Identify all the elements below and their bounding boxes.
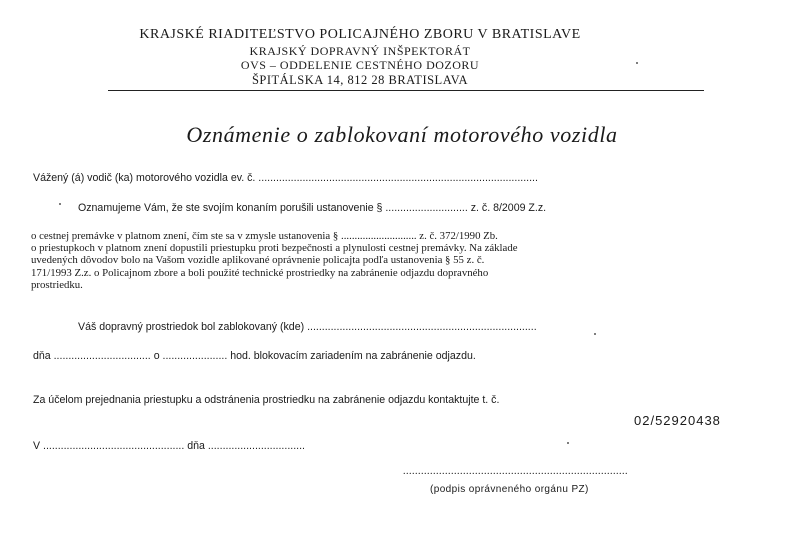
contact-line: Za účelom prejednania priestupku a odstránenia prostriedku na zabránenie odjazdu kontaktujte t. č. [33,394,500,406]
header-address: ŠPITÁLSKA 14, 812 28 BRATISLAVA [251,73,469,87]
paragraph-line: prostriedku. [31,278,83,291]
violation-line: Oznamujeme Vám, že ste svojím konaním porušili ustanovenie § ............................ z. č. 8/2009 Z.z. [78,202,547,214]
document-title: Oznámenie o zablokovaní motorového vozidla [186,122,618,147]
legal-paragraph [31,230,701,291]
scan-speck [567,442,569,444]
scan-speck [636,62,638,64]
contact-phone-number: 02/52920438 [634,413,721,428]
location-line: Váš dopravný prostriedok bol zablokovaný (kde) .............................................................................. [78,321,537,333]
signature-line: ........................................................................... [403,466,628,477]
signature-label: (podpis oprávneného orgánu PZ) [430,484,589,495]
paragraph-line: o priestupkoch v platnom znení dopustili priestupku proti bezpečnosti a plynulosti cestnej premávky. Na základe [31,242,518,255]
scan-speck [59,203,61,205]
paragraph-line: 171/1993 Z.z. o Policajnom zbore a boli použité technické prostriedky na zabránenie odjazdu dopravného [31,266,489,279]
paragraph-line: uvedených dôvodov bolo na Vašom vozidle aplikované oprávnenie policajta podľa ustanovenia § 55 z. č. [31,254,485,267]
paragraph-line: o cestnej premávke v platnom znení, čím ste sa v zmysle ustanovenia § ............................ z. č. 372/1990 Zb. [31,230,498,242]
header-organization: KRAJSKÉ RIADITEĽSTVO POLICAJNÉHO ZBORU V BRATISLAVE [139,27,581,42]
place-date-line: V ................................................ dňa ................................. [33,440,305,452]
driver-line: Vážený (á) vodič (ka) motorového vozidla ev. č. ............................................................................................... [33,172,538,184]
date-time-line: dňa ................................. o ...................... hod. blokovacím zariadením na zabránenie odjazdu. [33,350,476,362]
header-inspectorate: KRAJSKÝ DOPRAVNÝ INŠPEKTORÁT [249,44,471,58]
header-divider [108,90,704,91]
header-department: OVS – ODDELENIE CESTNÉHO DOZORU [240,58,480,72]
scan-speck [594,333,596,335]
